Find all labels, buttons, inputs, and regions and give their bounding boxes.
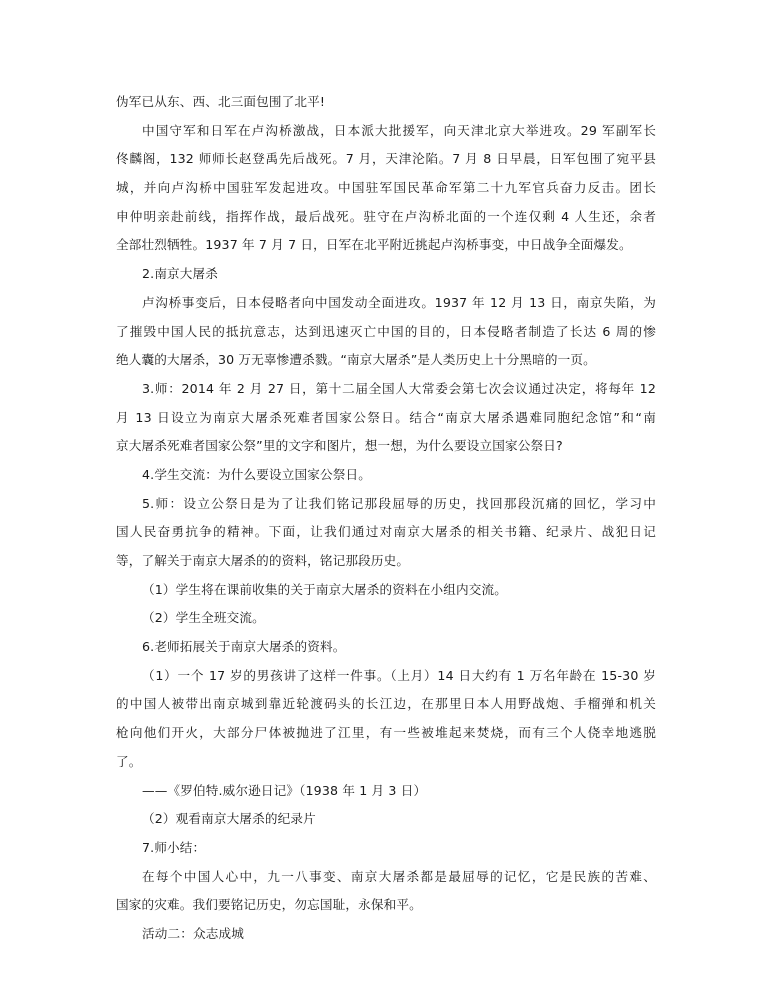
text-lines — [116, 88, 656, 949]
text-line: 5.师：设立公祭日是为了让我们铭记那段屈辱的历史，找回那段沉痛的回忆，学习中 — [142, 495, 656, 511]
text-line: 了摧毁中国人民的抵抗意志，达到迅速灭亡中国的目的，日本侵略者制造了长达 6 周的惨 — [116, 323, 656, 339]
text-line: 国家的灾难。我们要铭记历史，勿忘国耻，永保和平。 — [116, 897, 422, 913]
text-line: 月 13 日设立为南京大屠杀死难者国家公祭日。结合“南京大屠杀遇难同胞纪念馆”和“南 — [116, 409, 656, 425]
text-line: 城，并向卢沟桥中国驻军发起进攻。中国驻军国民革命军第二十九军官兵奋力反击。团长 — [116, 180, 656, 196]
text-line: 2.南京大屠杀 — [142, 266, 219, 282]
text-line: 伪军已从东、西、北三面包围了北平! — [116, 94, 326, 109]
text-line: （2）学生全班交流。 — [142, 610, 265, 626]
text-line: 6.老师拓展关于南京大屠杀的资料。 — [142, 639, 346, 655]
text-line: 7.师小结： — [142, 839, 206, 855]
text-line: 绝人囊的大屠杀，30 万无辜惨遭杀戮。“南京大屠杀”是人类历史上十分黑暗的一页。 — [116, 352, 596, 368]
text-line: 枪向他们开火，大部分尸体被抛进了江里，有一些被堆起来焚烧，而有三个人侥幸地逃脱 — [116, 725, 656, 741]
text-line: （2）观看南京大屠杀的纪录片 — [142, 811, 316, 827]
text-line: 京大屠杀死难者国家公祭”里的文字和图片，想一想，为什么要设立国家公祭日? — [116, 438, 563, 454]
document-body — [116, 88, 656, 949]
text-line: 卢沟桥事变后，日本侵略者向中国发动全面进攻。1937 年 12 月 13 日，南京失陷，为 — [142, 294, 656, 310]
text-line: （1）学生将在课前收集的关于南京大屠杀的资料在小组内交流。 — [142, 581, 507, 597]
text-line: 中国守军和日军在卢沟桥激战，日本派大批援军，向天津北京大举进攻。29 军副军长 — [142, 122, 656, 138]
text-line: 活动二：众志成城 — [142, 925, 244, 941]
text-line: （1）一个 17 岁的男孩讲了这样一件事。（上月）14 日大约有 1 万名年龄在 15-30 岁 — [142, 667, 656, 683]
text-line: 申仲明亲赴前线，指挥作战，最后战死。驻守在卢沟桥北面的一个连仅剩 4 人生还，余者 — [116, 208, 656, 224]
text-line: 佟麟阁，132 师师长赵登禹先后战死。7 月，天津沦陷。7 月 8 日早晨，日军包围了宛平县 — [116, 151, 656, 167]
text-line: ——《罗伯特.威尔逊日记》（1938 年 1 月 3 日） — [142, 782, 427, 798]
text-line: 全部壮烈牺牲。1937 年 7 月 7 日，日军在北平附近挑起卢沟桥事变，中日战争全面爆发。 — [116, 237, 632, 253]
text-line: 在每个中国人心中，九一八事变、南京大屠杀都是最屈辱的记忆，它是民族的苦难、 — [142, 868, 656, 884]
text-line: 3.师：2014 年 2 月 27 日，第十二届全国人大常委会第七次会议通过决定，将每年 12 — [142, 380, 656, 396]
text-line: 的中国人被带出南京城到靠近轮渡码头的长江边，在那里日本人用野战炮、手榴弹和机关 — [116, 696, 656, 712]
text-line: 国人民奋勇抗争的精神。下面，让我们通过对南京大屠杀的相关书籍、纪录片、战犯日记 — [116, 524, 656, 540]
text-line: 等，了解关于南京大屠杀的的资料，铭记那段历史。 — [116, 553, 410, 568]
text-line: 4.学生交流：为什么要设立国家公祭日。 — [142, 466, 371, 482]
text-line: 了。 — [116, 753, 142, 769]
